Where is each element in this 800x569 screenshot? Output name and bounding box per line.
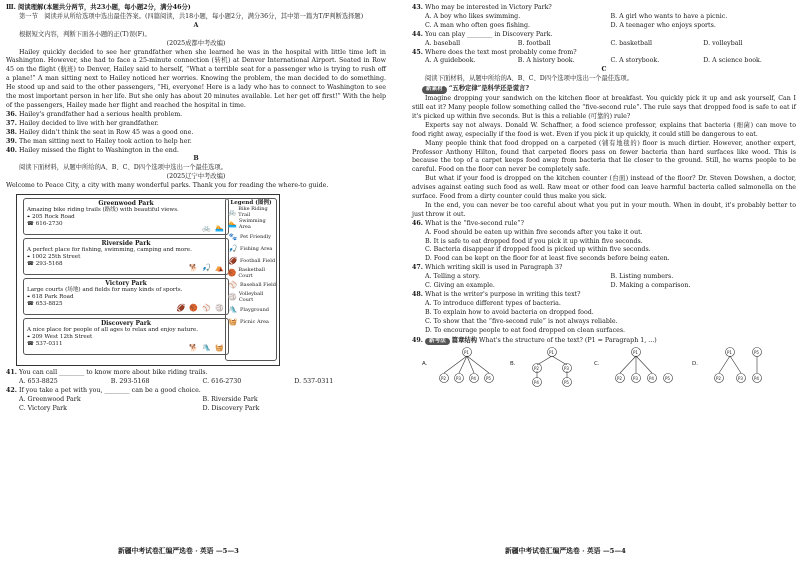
passage-a-text: Hailey quickly decided to see her grandfather when she learned he was in the hospital with little time left in Washington. However, she had to face a 25-minute connection (转机) at Denver International Airport. Seated in Row 45 on the flight (航班) to Denver, Hailey said to herself, “What a terrible seat for a passenger who is trying to rush off a plane!” A man sitting next to Hailey noticed her worries. Knowing the problem, the man decided to do something. He stood up and said to the other passengers, “Hi, everyone! Here is a lady who has to connect to Washington to see the most important person in her life. But she only has about 20 minutes available. Let her get off first!” With the help of the passengers, Hailey made her flight and reached the hospital in time. [6,48,386,109]
passage-c-p2: Experts say not always. Donald W. Schaffner, a food science professor, explains that bacteria (细菌) can move to food right away, especially if the food is wet. Even if you pick it up quickly, it could still be dangerous to eat. [412,121,796,138]
question-45: 45. Where does the text most probably come from? [412,48,577,56]
passage-b-intro: Welcome to Peace City, a city with many wonderful parks. Thank you for reading the where-to guide. [6,182,329,190]
passage-c-title: “五秒定律”是科学还是谎言? [448,85,530,93]
svg-text:P1: P1 [727,350,732,356]
option-b: B. To explain how to avoid bacteria on dropped food. [425,308,594,316]
legend-item: 🐾 Pet Friendly [226,230,276,242]
passage-c-instruction: 阅读下面材料，从题中所给的A、B、C、D四个选项中选出一个最佳选项。 [425,75,633,83]
legend-item: ⚾ Baseball Field [226,279,276,291]
question-42: 42. If you take a pet with you, ________ can be a good choice. [6,386,201,394]
option-a: A. baseball [425,39,461,47]
fishing-icon: 🎣 [228,244,238,253]
park-icons: 🚲 🏊 [202,223,225,232]
option-c: C. Giving an example. [425,282,495,290]
phone-icon: ☎ [27,221,36,228]
option-c: C. basketball [610,39,652,47]
football-icon: 🏈 [228,256,238,265]
pet-icon: 🐾 [228,232,238,241]
park-guide-map [16,194,280,366]
question-45-options [425,57,796,66]
tf-item: 37. Hailey decided to live with her grandfather. [6,119,159,127]
diagram-c [616,348,673,383]
passage-b-letter: B [193,155,199,163]
tf-item: 40. Hailey missed the flight to Washington in the end. [6,146,179,154]
phone-icon: ☎ [27,301,36,308]
question-44-options [425,40,796,49]
option-c: C. [594,361,600,368]
phone-icon: ☎ [27,341,36,348]
left-footer: 新疆中考试卷汇编严选卷 · 英语 —5—3 [118,547,239,555]
park-phone: 537-0311 [35,341,63,348]
new-material-tag: 新素材 [422,86,447,94]
park-name: Victory Park [105,280,147,288]
legend-item: 🚲 Bike Riding Trail [227,206,268,219]
section-title: Ⅲ. 阅读理解(本题共分两节，共23小题，每小题2分，满分46分) [6,4,191,11]
option-b: B. It is safe to eat dropped food if you pick it up within five seconds. [425,237,643,245]
passage-a-source: (2025成都中考改编) [166,39,226,47]
option-c: C. A man who often goes fishing. [425,21,530,29]
svg-text:P4: P4 [649,376,654,382]
svg-text:P4: P4 [534,380,539,386]
park-desc: A nice place for people of all ages to relax and enjoy nature. [27,327,198,334]
option-a: A. Greenwood Park [19,395,81,403]
park-icons: 🏈 🏀 ⚾ 🏐 [176,303,225,312]
section1-intro: 第一节 阅读并从所给选项中选出最佳答案。(四篇阅读，共18小题，每小题2分，满分36分，其中第一篇为T/F判断选择题) [19,12,364,20]
legend-item: 🏐 Volleyball Court [226,291,276,303]
legend-item: 🏈 Football Field [226,255,276,267]
park-card-greenwood [23,198,229,235]
location-icon: ⌖ [27,214,32,221]
option-b: B. 293-5168 [110,377,150,385]
passage-a-letter: A [193,21,199,29]
option-d: D. 537-0311 [294,377,334,385]
park-desc: Large courts (场地) and fields for many kinds of sports. [27,287,183,294]
park-card-discovery [23,318,229,355]
passage-c-letter: C [601,66,607,74]
option-d: D. volleyball [703,39,743,47]
option-b: B. football [517,39,551,47]
park-address: 205 Rock Road [31,214,75,221]
bike-icon: 🚲 [227,208,237,217]
park-address: 618 Park Road [31,294,74,301]
passage-a-instruction: 根据短文内容，判断下面各小题的正(T)误(F)。 [19,30,151,38]
question-49: 49. 新考法 篇章结构 What's the structure of the text? (P1 = Paragraph 1, ...) [412,336,657,344]
svg-text:P1: P1 [464,350,469,356]
baseball-icon: ⚾ [228,281,238,290]
left-column [6,4,386,414]
option-d: D. [692,361,698,368]
option-d: D. To encourage people to eat food dropped on clean surfaces. [425,326,626,334]
svg-text:P2: P2 [441,376,446,382]
picnic-icon: 🧺 [228,317,238,326]
option-b: B. [510,361,516,368]
question-41-options [19,378,386,387]
svg-text:P3: P3 [633,376,638,382]
park-name: Discovery Park [100,320,152,328]
option-a: A. To introduce different types of bacteria. [425,299,561,307]
tf-item: 39. The man sitting next to Hailey took action to help her. [6,137,192,145]
option-c: C. Bacteria disappear if dropped food is picked up within five seconds. [425,246,651,254]
phone-icon: ☎ [27,261,36,268]
structure-label: 篇章结构 [451,336,477,344]
map-legend [225,198,277,361]
question-48: 48. What is the writer's purpose in writing this text? [412,291,581,298]
question-46: 46. What is the “five-second rule”? [412,219,524,227]
park-desc: Amazing bike riding trails (路线) with beautiful views. [27,207,179,214]
legend-item: 🏊 Swimming Area [226,218,276,230]
park-phone: 616-2730 [35,221,63,228]
option-c: C. A storybook. [610,57,660,65]
option-a: A. [422,361,428,368]
right-column [412,4,796,389]
option-c: C. Victory Park [19,404,67,412]
location-icon: ⌖ [27,294,32,301]
svg-text:P4: P4 [471,376,476,382]
svg-text:P1: P1 [549,350,554,356]
option-a: A. Telling a story. [425,273,481,281]
tf-questions [6,111,386,156]
basketball-icon: 🏀 [227,269,237,278]
svg-text:P4: P4 [754,376,759,382]
question-42-options [19,396,386,414]
location-icon: ⌖ [27,334,32,341]
passage-c-heading [422,85,796,94]
park-address: 209 West 12th Street [31,334,93,341]
question-46-options [425,229,796,265]
option-d: D. Making a comparison. [610,282,691,290]
swimming-icon: 🏊 [228,220,237,229]
legend-item: 🎣 Fishing Area [226,243,276,255]
question-47-options [425,273,796,291]
park-phone: 293-5168 [35,261,63,268]
svg-text:P3: P3 [738,376,743,382]
question-43-options [425,13,796,31]
question-41: 41. You can call ________ to know more about bike riding trails. [6,369,208,377]
option-b: B. Riverside Park [202,395,258,403]
svg-text:P2: P2 [716,376,721,382]
passage-b-instruction: 阅读下面材料，从题中所给的A、B、C、D四个选项中选出一个最佳选项。 [19,164,227,172]
question-43: 43. Who may be interested in Victory Park? [412,4,552,11]
option-c: C. 616-2730 [202,377,242,385]
new-method-tag: 新考法 [425,338,450,346]
passage-b-source: (2025辽宁中考改编) [166,173,226,181]
legend-item: 🏀 Basketball Court [227,267,265,280]
park-address: 1002 25th Street [31,254,81,261]
location-icon: ⌖ [27,254,32,261]
option-a: A. Food should be eaten up within five seconds after you take it out. [425,228,643,236]
svg-text:P2: P2 [534,366,539,372]
question-44: 44. You can play ________ in Discovery Park. [412,30,553,38]
question-48-options [425,300,796,336]
park-icons: 🐕 🛝 🧺 [189,343,225,352]
legend-title: Legend (图例) [230,200,272,207]
option-a: A. A guidebook. [425,57,476,65]
structure-diagrams [412,345,796,389]
option-b: B. A girl who wants to have a picnic. [610,12,728,20]
svg-text:P2: P2 [617,376,622,382]
right-footer: 新疆中考试卷汇编严选卷 · 英语 —5—4 [505,547,626,555]
passage-c-p1: Imagine dropping your sandwich on the kitchen floor at breakfast. You quickly pick it up and ask yourself, Can I still eat it? Many people follow something called the “five-second rule”. The rule says that dropped food is safe to eat if it's picked up within five seconds. But is this a reliable (可靠的) rule? [412,95,796,120]
volleyball-icon: 🏐 [228,293,237,302]
question-47: 47. Which writing skill is used in Paragraph 3? [412,264,563,272]
park-phone: 653-8825 [35,301,63,308]
svg-text:P5: P5 [665,376,670,382]
passage-c-p3: Many people think that food dropped on a carpeted (铺有地毯的) floor is much dirtier. However, another expert, Professor Anthony Hilton, found that carpeted floors pass on fewer bacteria than hard surfaces like wood. This is because the top of a carpet keeps food away from bacteria that lie closer to the ground. Still, he warns people to be careful. Food on the floor can never be completely safe. [412,139,796,174]
option-b: B. Listing numbers. [610,273,674,281]
svg-text:P3: P3 [456,376,461,382]
option-d: D. Discovery Park [202,404,260,412]
option-c: C. To show that the “five-second rule” is not always reliable. [425,317,618,325]
park-name: Greenwood Park [98,200,154,208]
park-card-victory [23,278,229,315]
playground-icon: 🛝 [228,305,238,314]
option-b: B. A history book. [517,57,575,65]
park-name: Riverside Park [101,240,151,248]
legend-item: 🛝 Playground [226,304,276,316]
option-d: D. Food can be kept on the floor for at least five seconds before being eaten. [425,255,670,263]
option-d: D. A science book. [703,57,762,65]
park-icons: 🐕 🎣 ⛺ [189,263,225,272]
passage-c-p4: But what if your food is dropped on the kitchen counter (台面) instead of the floor? Dr. Steven Dowshen, a doctor, advises against eating such food as well. Raw meat or other food can leave harmful bacteria called salmonella on the surface. Food from a dirty counter could thus make you sick. [412,175,796,201]
svg-text:P5: P5 [754,350,759,356]
option-d: D. A teenager who enjoys sports. [610,21,716,29]
legend-item: 🧺 Picnic Area [226,316,276,328]
tf-item: 38. Hailey didn't think the seat in Row 45 was a good one. [6,128,194,136]
tf-item: 36. Hailey's grandfather had a serious health problem. [6,110,183,118]
park-card-riverside [23,238,229,275]
svg-text:P1: P1 [633,350,638,356]
option-a: A. 653-8825 [19,377,58,385]
passage-c-p5: In the end, you can never be too careful about what you put in your mouth. When in doubt, it's probably better to just throw it out. [412,201,796,218]
svg-text:P3: P3 [564,366,569,372]
park-desc: A perfect place for fishing, swimming, camping and more. [27,247,192,254]
svg-text:P5: P5 [486,376,491,382]
svg-text:P5: P5 [564,380,569,386]
option-a: A. A boy who likes swimming. [425,12,521,20]
